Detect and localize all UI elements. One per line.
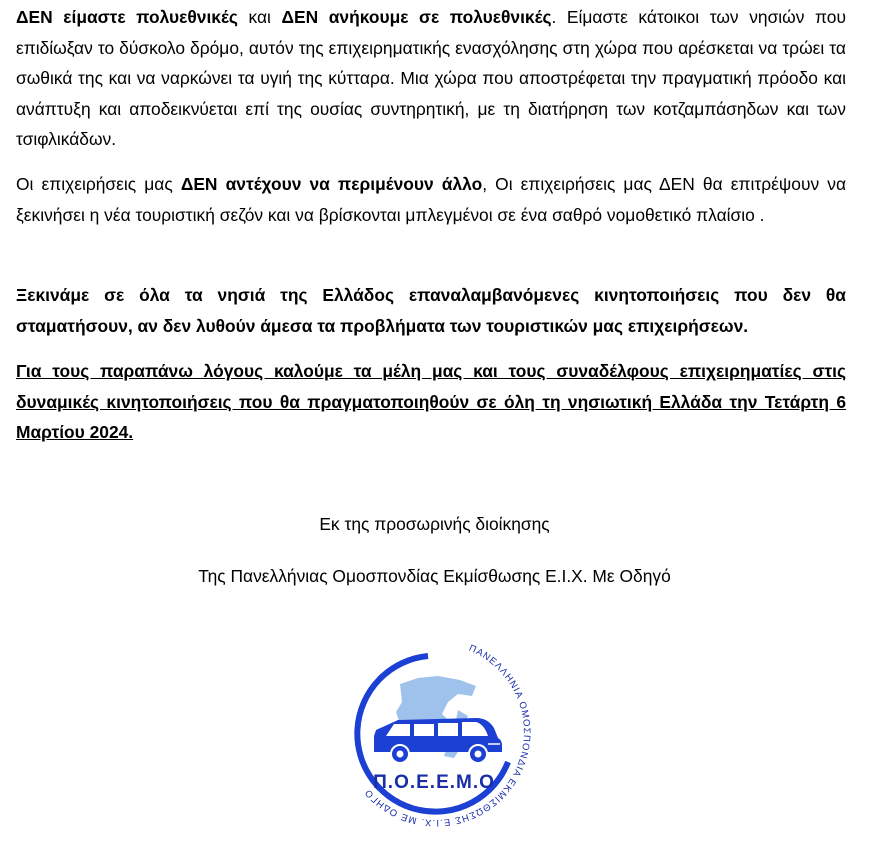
paragraph-1 xyxy=(16,2,846,155)
paragraph-text: , Οι επιχειρήσεις μας ΔΕΝ θα επιτρέψουν να ξεκινήσει η νέα τουριστική σεζόν και να βρίσκονται μπλεγμένοι σε ένα σαθρό νομοθετικό πλαίσιο . xyxy=(16,174,847,225)
logo-ring-text: ΠΑΝΕΛΛΗΝΙΑ ΟΜΟΣΠΟΝΔΙΑ ΕΚΜΙΣΘΩΣΗΣ Ε.Ι.Χ. ΜΕ ΟΔΗΓΟ xyxy=(362,642,532,829)
signature-line-1: Εκ της προσωρινής διοίκησης xyxy=(319,514,550,534)
poeemo-logo xyxy=(338,632,534,841)
paragraph-text: . Είμαστε κάτοικοι των νησιών που επιδίωξαν το δύσκολο δρόμο, αυτόν της επιχειρηματικής ενασχόλησης στη χώρα που αρέσκεται να τρώει τα σωθικά της και να ναρκώνει τα υγιή της κύτταρα. Μια χώρα που αποστρέφεται την πραγματική πρόοδο και ανάπτυξη και αποδεικνύεται επί της ουσίας συντηρητική, με τη διατήρηση των κοτζαμπάσηδων και των τσιφλικάδων. xyxy=(16,7,846,149)
paragraph-4-call-to-action: Για τους παραπάνω λόγους καλούμε τα μέλη μας και τους συναδέλφους επιχειρηματίες στις δυναμικές κινητοποιήσεις που θα πραγματοποιηθούν σε όλη τη νησιωτική Ελλάδα την Τετάρτη 6 Μαρτίου 2024. xyxy=(16,361,846,442)
bold-phrase: ΔΕΝ αντέχουν να περιμένουν άλλο xyxy=(180,174,483,194)
van-icon xyxy=(374,718,502,763)
bold-phrase: ΔΕΝ ανήκουμε σε πολυεθνικές xyxy=(281,7,552,27)
paragraph-text: και xyxy=(237,7,282,27)
paragraph-text: Οι επιχειρήσεις μας xyxy=(16,174,181,194)
paragraph-2 xyxy=(16,169,846,230)
paragraph-3-bold: Ξεκινάμε σε όλα τα νησιά της Ελλάδος επαναλαμβανόμενες κινητοποιήσεις που δεν θα σταματήσουν, αν δεν λυθούν άμεσα τα προβλήματα των τουριστικών μας επιχειρήσεων. xyxy=(16,285,846,336)
bold-phrase: ΔΕΝ είμαστε πολυεθνικές xyxy=(16,7,238,27)
signature-line-2: Της Πανελλήνιας Ομοσπονδίας Εκμίσθωσης Ε.Ι.Χ. Με Οδηγό xyxy=(198,566,671,586)
logo-acronym: Π.Ο.Ε.Ε.Μ.Ο xyxy=(373,772,495,793)
